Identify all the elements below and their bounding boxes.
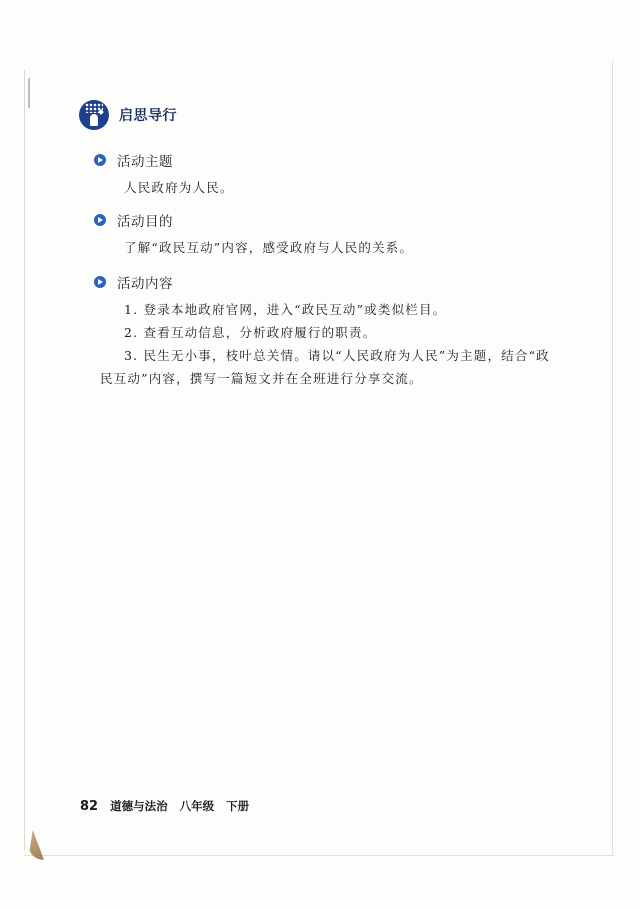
subsection-heading-theme xyxy=(94,150,173,170)
play-circle-icon xyxy=(94,154,106,166)
volume-label: 下册 xyxy=(226,799,250,813)
body-line: 人民政府为人民。 xyxy=(124,180,234,195)
subsection-title: 活动主题 xyxy=(117,154,173,170)
body-line: 3. 民生无小事，枝叶总关情。请以“人民政府为人民”为主题，结合“政 xyxy=(124,348,550,363)
thinking-figure-icon xyxy=(79,100,109,130)
play-circle-icon xyxy=(94,214,106,226)
subsection-title: 活动内容 xyxy=(117,276,173,292)
section-header xyxy=(79,100,177,130)
body-line: 民互动”内容，撰写一篇短文并在全班进行分享交流。 xyxy=(100,371,423,386)
play-circle-icon xyxy=(94,276,106,288)
section-title: 启思导行 xyxy=(119,108,177,124)
body-line: 1. 登录本地政府官网，进入“政民互动”或类似栏目。 xyxy=(124,302,447,317)
book-title: 道德与法治 xyxy=(110,799,168,813)
scan-edge-right xyxy=(612,60,613,855)
page-footer xyxy=(80,798,249,814)
scan-edge-left xyxy=(24,70,25,850)
body-line: 2. 查看互动信息，分析政府履行的职责。 xyxy=(124,325,377,340)
scan-edge-bottom xyxy=(24,855,614,856)
body-line: 了解“政民互动”内容，感受政府与人民的关系。 xyxy=(124,240,414,255)
grade-label: 八年级 xyxy=(179,799,215,813)
scan-mark xyxy=(28,78,30,108)
subsection-heading-purpose xyxy=(94,210,173,230)
subsection-heading-content xyxy=(94,272,173,292)
page-number: 82 xyxy=(80,799,99,814)
subsection-title: 活动目的 xyxy=(117,214,173,230)
